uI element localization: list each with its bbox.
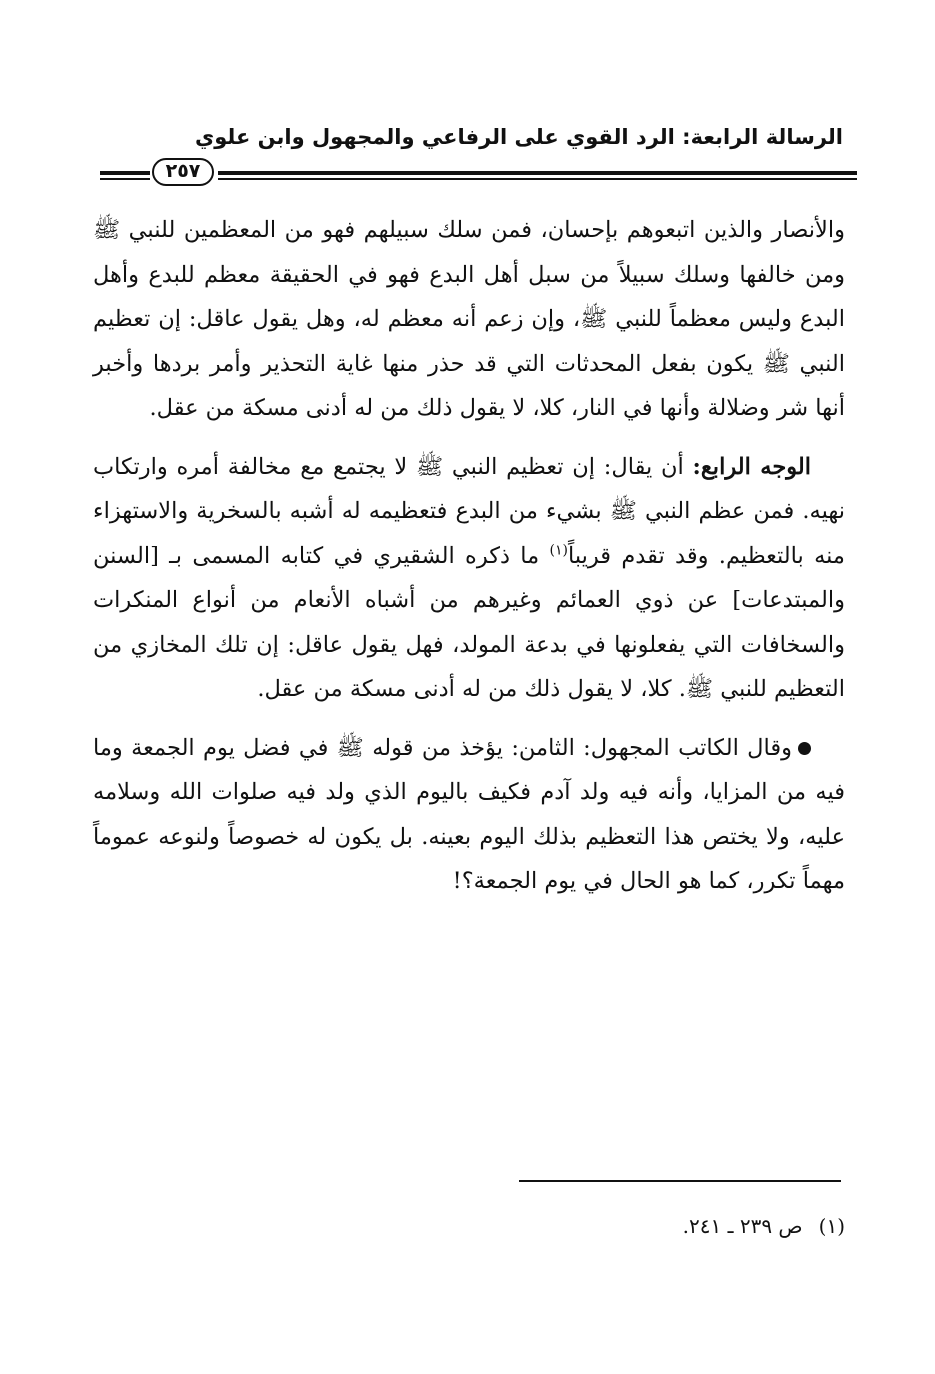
running-header: الرسالة الرابعة: الرد القوي على الرفاعي والمجهول وابن علوي — [194, 125, 843, 149]
header-rule-right-thick — [218, 171, 857, 175]
footnote-reference[interactable]: (١) — [549, 542, 568, 558]
footnote-text: ص ٢٣٩ ـ ٢٤١. — [682, 1214, 803, 1238]
paragraph-2 — [93, 445, 845, 712]
paragraph-1: والأنصار والذين اتبعوهم بإحسان، فمن سلك سبيلهم فهو من المعظمين للنبي ﷺ ومن خالفها وسلك سبيلاً من سبل أهل البدع فهو في الحقيقة معظم للبدع وأهل البدع وليس معظماً للنبي ﷺ، وإن زعم أنه معظم له، وهل يقول عاقل: إن تعظيم النبي ﷺ يكون بفعل المحدثات التي قد حذر منها غاية التحذير وأمر بردها وأخبر أنها شر وضلالة وأنها في النار، كلا، لا يقول ذلك من له أدنى مسكة من عقل. — [93, 217, 845, 421]
footnote — [93, 1210, 845, 1242]
footnote-marker: (١) — [818, 1214, 845, 1238]
footnote-separator — [519, 1180, 841, 1182]
header-rule-right-thin — [218, 178, 857, 180]
header-rule-left-thick — [100, 171, 150, 175]
paragraph-spacer — [93, 712, 845, 726]
paragraph-2-text-a: أن يقال: إن تعظيم النبي ﷺ لا يجتمع مع مخالفة أمره وارتكاب نهيه. فمن عظم النبي ﷺ بشيء من البدع فتعظيمه له أشبه بالسخرية والاستهزاء منه بالتعظيم. وقد تقدم قريباً — [93, 453, 845, 569]
bullet-icon — [798, 742, 811, 755]
header-rule-left-thin — [100, 178, 150, 180]
header-rule — [100, 158, 857, 188]
main-text — [93, 208, 845, 904]
paragraph-2-text-b: ما ذكره الشقيري في كتابه المسمى بـ [السنن والمبتدعات] عن ذوي العمائم وغيرهم من أشباه الأنعام من أنواع المنكرات والسخافات التي يفعلونها في بدعة المولد، فهل يقول عاقل: إن تلك المخازي من التعظيم للنبي ﷺ. كلا، لا يقول ذلك من له أدنى مسكة من عقل. — [93, 542, 845, 702]
paragraph-3 — [93, 726, 845, 904]
paragraph-2-lead: الوجه الرابع: — [692, 453, 811, 480]
paragraph-spacer — [93, 431, 845, 445]
paragraph-3-text: وقال الكاتب المجهول: الثامن: يؤخذ من قوله ﷺ في فضل يوم الجمعة وما فيه من المزايا، وأنه فيه ولد آدم فكيف باليوم الذي ولد فيه صلوات الله وسلامه عليه، ولا يختص هذا التعظيم بذلك اليوم بعينه. بل يكون له خصوصاً ولنوعه عموماً مهماً تكرر، كما هو الحال في يوم الجمعة؟! — [93, 734, 845, 894]
page-number-badge: ٢٥٧ — [152, 158, 214, 186]
